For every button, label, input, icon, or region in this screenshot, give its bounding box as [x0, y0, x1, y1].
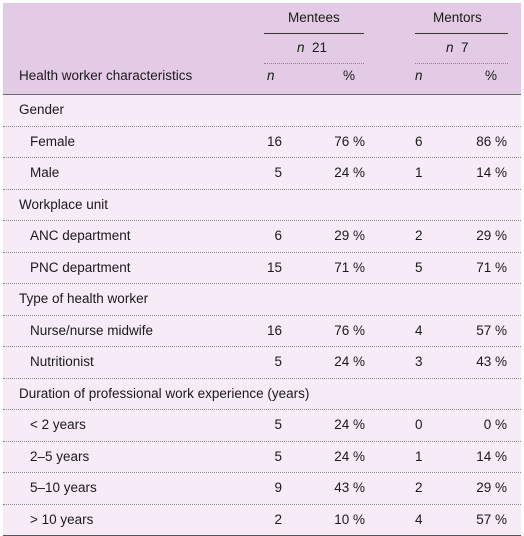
- section-row: [3, 95, 521, 127]
- table-row: [3, 221, 521, 253]
- mentees-n-heading: n: [267, 68, 275, 83]
- mentees-n-cell: 5: [274, 449, 282, 464]
- mentors-pct-cell: 0 %: [484, 417, 507, 432]
- section-row: [3, 379, 521, 411]
- table-row: [3, 410, 521, 442]
- section-label: Gender: [19, 102, 64, 117]
- mentors-sample-size: n 7: [446, 40, 469, 55]
- mentors-n-heading: n: [415, 68, 423, 83]
- mentors-pct-cell: 14 %: [476, 449, 507, 464]
- mentees-pct-cell: 24 %: [334, 417, 365, 432]
- mentors-heading: Mentors: [433, 10, 482, 25]
- characteristics-table: [3, 3, 521, 536]
- mentees-subrule: [264, 63, 364, 64]
- mentors-n-cell: 1: [415, 165, 423, 180]
- row-label: Nutritionist: [30, 354, 94, 369]
- mentors-pct-heading: %: [485, 68, 497, 83]
- table-row: [3, 442, 521, 474]
- mentees-n-cell: 6: [274, 228, 282, 243]
- mentees-pct-cell: 24 %: [334, 354, 365, 369]
- mentees-n-cell: 16: [267, 323, 282, 338]
- table-row: [3, 347, 521, 379]
- mentees-pct-cell: 71 %: [334, 260, 365, 275]
- row-label: Female: [30, 134, 75, 149]
- mentors-pct-cell: 57 %: [476, 512, 507, 527]
- mentees-n-cell: 5: [274, 417, 282, 432]
- mentors-pct-cell: 71 %: [476, 260, 507, 275]
- mentors-n-cell: 0: [415, 417, 423, 432]
- mentors-n-cell: 2: [415, 228, 423, 243]
- mentees-n-cell: 15: [267, 260, 282, 275]
- table-row: [3, 158, 521, 190]
- table-row: [3, 127, 521, 159]
- row-label: < 2 years: [30, 417, 86, 432]
- mentees-n-cell: 9: [274, 480, 282, 495]
- mentors-subrule: [415, 63, 508, 64]
- table-row: [3, 473, 521, 505]
- mentees-heading: Mentees: [288, 10, 340, 25]
- table-row: [3, 253, 521, 285]
- mentors-n-cell: 6: [415, 134, 423, 149]
- row-label: PNC department: [30, 260, 131, 275]
- row-label-heading: Health worker characteristics: [19, 68, 192, 83]
- mentors-n-cell: 1: [415, 449, 423, 464]
- mentors-pct-cell: 29 %: [476, 480, 507, 495]
- mentors-n-cell: 4: [415, 512, 423, 527]
- mentees-sample-size: n 21: [297, 40, 327, 55]
- table-row: [3, 505, 521, 536]
- row-label: 5–10 years: [30, 480, 97, 495]
- mentors-n-cell: 4: [415, 323, 423, 338]
- row-label: Male: [30, 165, 59, 180]
- mentors-pct-cell: 14 %: [476, 165, 507, 180]
- mentors-n-cell: 3: [415, 354, 423, 369]
- section-row: [3, 284, 521, 316]
- row-label: 2–5 years: [30, 449, 89, 464]
- row-label: Nurse/nurse midwife: [30, 323, 153, 338]
- mentees-pct-cell: 76 %: [334, 134, 365, 149]
- section-label: Workplace unit: [19, 197, 108, 212]
- mentees-n-cell: 16: [267, 134, 282, 149]
- section-label: Duration of professional work experience (years): [19, 386, 309, 401]
- mentors-rule: [415, 33, 508, 34]
- mentees-pct-heading: %: [343, 68, 355, 83]
- mentees-pct-cell: 29 %: [334, 228, 365, 243]
- mentors-n-cell: 2: [415, 480, 423, 495]
- mentees-n-cell: 5: [274, 165, 282, 180]
- mentees-pct-cell: 24 %: [334, 449, 365, 464]
- row-label: > 10 years: [30, 512, 93, 527]
- mentees-pct-cell: 76 %: [334, 323, 365, 338]
- mentees-pct-cell: 10 %: [334, 512, 365, 527]
- row-label: ANC department: [30, 228, 131, 243]
- mentees-n-cell: 5: [274, 354, 282, 369]
- mentors-pct-cell: 29 %: [476, 228, 507, 243]
- mentees-rule: [264, 33, 364, 34]
- table-header: [3, 3, 521, 95]
- mentees-pct-cell: 43 %: [334, 480, 365, 495]
- mentors-n-cell: 5: [415, 260, 423, 275]
- mentees-n-cell: 2: [274, 512, 282, 527]
- mentors-pct-cell: 57 %: [476, 323, 507, 338]
- mentors-pct-cell: 86 %: [476, 134, 507, 149]
- mentors-pct-cell: 43 %: [476, 354, 507, 369]
- table-body: [3, 95, 521, 536]
- mentees-pct-cell: 24 %: [334, 165, 365, 180]
- table-row: [3, 316, 521, 348]
- section-row: [3, 190, 521, 222]
- section-label: Type of health worker: [19, 291, 148, 306]
